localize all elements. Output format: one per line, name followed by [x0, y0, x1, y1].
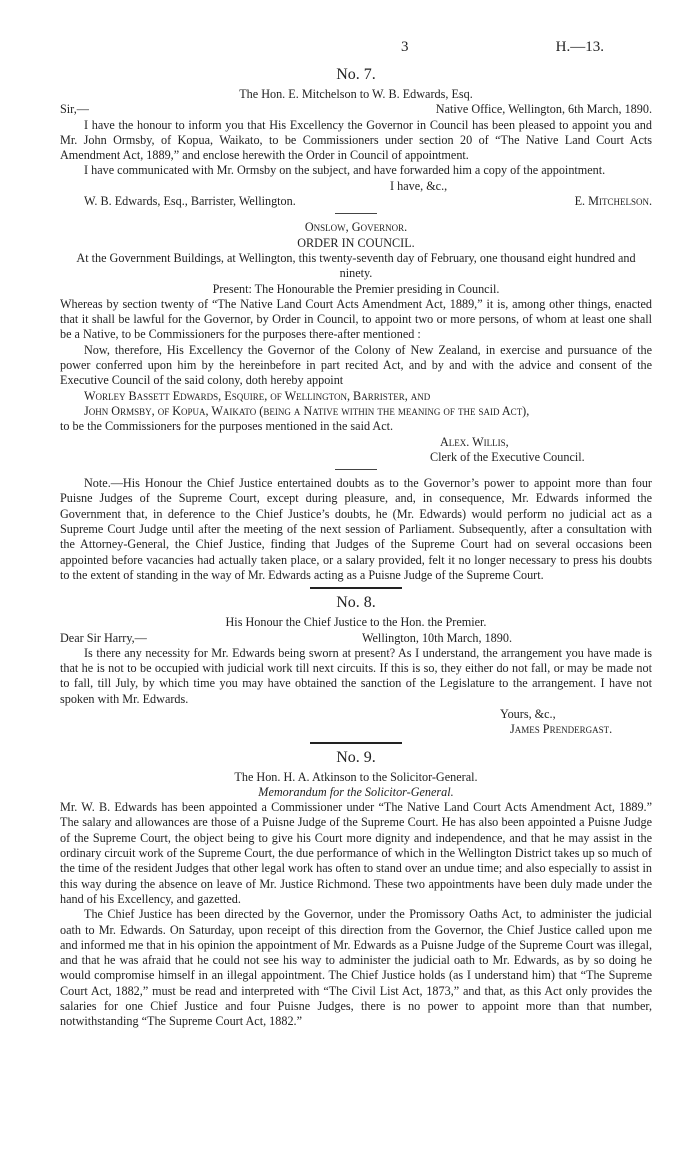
no9-paragraph-1: Mr. W. B. Edwards has been appointed a Commissioner under “The Native Land Court Acts Amendment Act, 1889.” The salary and allowances are those of a Puisne Judge of the Supreme Court. He has also been appointed a Puisne Judge of the Supreme Court, the object being to give his Court more dignity and independence, and that he may assist in the ordinary circuit work of the Supreme Court, the due performance of which in the Wellington District takes up so much of the time of the resident Judges that other legal work has often to stand over an undue time; and also especially to assist in this way during the absence on leave of Mr. Justice Richmond. These two appointments have been duly made under the hand of his Excellency, and gazetted.	[60, 800, 652, 906]
no7-place-date: Native Office, Wellington, 6th March, 1890.	[435, 102, 652, 117]
note-paragraph: Note.—His Honour the Chief Justice entertained doubts as to the Governor’s power to appoint more than four Puisne Judges of the Supreme Court, except during pleasure, and, in consequence, Mr. Edwards informed the Government that, in deference to the Chief Justice’s doubts, he (Mr. Edwards) would perform no judicial act as a Supreme Court Judge until after the meeting of the next session of Parliament. Subsequently, after a consultation with the Attorney-General, the Chief Justice, finding that Judges of the Supreme Court had on several occasions been appointed before vacancies had actually taken place, or a salary provided, felt it no longer necessary to press his doubts to the extent of standing in the way of Mr. Edwards acting as a Puisne Judge of the Supreme Court.	[60, 476, 652, 582]
order-appointee-2: John Ormsby, of Kopua, Waikato (being a Native within the meaning of the said Act),	[84, 403, 530, 418]
no8-closing: Yours, &c.,	[500, 706, 556, 721]
no9-memo-title: Memorandum for the Solicitor-General.	[258, 784, 454, 799]
no8-body: Is there any necessity for Mr. Edwards being sworn at present? As I understand, the arrangement you have made is that he is not to be occupied with judicial work till next circuits. If this is so, they either do not fall, or may be made not to fall, till July, by which time you may have obtained the sanction of the Legislature to the arrangement. I have not spoken with Mr. Edwards.	[60, 645, 652, 706]
no8-place-date: Wellington, 10th March, 1890.	[362, 630, 512, 645]
document-reference: H.—13.	[555, 39, 604, 55]
no7-subheading: The Hon. E. Mitchelson to W. B. Edwards, Esq.	[239, 87, 473, 101]
order-now-therefore: Now, therefore, His Excellency the Governor of the Colony of New Zealand, in exercise and pursuance of the power conferred upon him by the hereinbefore in part recited Act, and by and with the advice and consent of the Executive Council of the said colony, doth hereby appoint	[60, 342, 652, 388]
section-divider-thick	[310, 742, 402, 744]
section-divider-thick	[310, 587, 402, 589]
no8-subheading: His Honour the Chief Justice to the Hon. the Premier.	[225, 615, 487, 630]
order-governor: Onslow, Governor.	[304, 220, 408, 235]
no8-salutation-row	[60, 631, 652, 646]
no7-signature-row	[60, 194, 652, 209]
no9-heading: No. 9.	[336, 748, 376, 766]
order-place: At the Government Buildings, at Wellington, this twenty-seventh day of February, one thousand eight hundred and ninety.	[76, 250, 636, 281]
page-number: 3	[401, 39, 409, 55]
order-signer-title: Clerk of the Executive Council.	[430, 449, 585, 464]
no7-addressee: W. B. Edwards, Esq., Barrister, Wellington.	[84, 194, 296, 209]
no8-signature: James Prendergast.	[510, 722, 613, 737]
section-divider	[335, 213, 377, 214]
order-purpose: to be the Commissioners for the purposes mentioned in the said Act.	[60, 419, 394, 434]
no7-signature: E. Mitchelson.	[574, 194, 652, 209]
order-present: Present: The Honourable the Premier presiding in Council.	[212, 281, 500, 296]
no7-salutation: Sir,—	[60, 102, 89, 117]
order-title: ORDER IN COUNCIL.	[297, 235, 415, 250]
order-signer-name: Alex. Willis,	[440, 434, 509, 449]
order-appointee-1: Worley Bassett Edwards, Esquire, of Wellington, Barrister, and	[84, 388, 431, 403]
no7-paragraph-2: I have communicated with Mr. Ormsby on the subject, and have forwarded him a copy of the appointment.	[84, 163, 606, 178]
no7-paragraph-1: I have the honour to inform you that His Excellency the Governor in Council has been pleased to appoint you and Mr. John Ormsby, of Kopua, Waikato, to be Commissioners under section 20 of “The Native Land Court Acts Amendment Act, 1889,” and enclose herewith the Order in Council of appointment.	[60, 117, 652, 163]
section-divider	[335, 469, 377, 470]
no7-closing: I have, &c.,	[390, 178, 448, 193]
no7-salutation-row	[60, 102, 652, 117]
no9-subheading: The Hon. H. A. Atkinson to the Solicitor-General.	[234, 769, 478, 784]
no8-heading: No. 8.	[336, 594, 376, 612]
page-header	[60, 0, 652, 62]
order-whereas: Whereas by section twenty of “The Native Land Court Acts Amendment Act, 1889,” it is, among other things, enacted that it shall be lawful for the Governor, by Order in Council, to appoint two or more persons, of whom at least one shall be a Native, to be Commissioners for the purposes there-after mentioned :	[60, 296, 652, 342]
no7-heading: No. 7.	[336, 66, 376, 83]
no9-paragraph-2: The Chief Justice has been directed by the Governor, under the Promissory Oaths Act, to administer the judicial oath to Mr. Edwards. On Saturday, upon receipt of this direction from the Governor, the Chief Justice called upon me and informed me that in his opinion the appointment of Mr. Edwards as a Puisne Judge of the Supreme Court was illegal, and that he was afraid that he could not see his way to administer the judicial oath to Mr. Edwards, as by so doing he would compromise himself in an illegal appointment. The Chief Justice holds (as I understand him) that “The Supreme Court Act, 1882,” must be read and interpreted with “The Civil List Act, 1873,” and that, as this Act only provides the salaries for one Chief Justice and four Puisne Judges, there is no power to appoint more than that number, notwithstanding “The Supreme Court Act, 1882.”	[60, 907, 652, 1029]
no8-salutation: Dear Sir Harry,—	[60, 630, 147, 645]
